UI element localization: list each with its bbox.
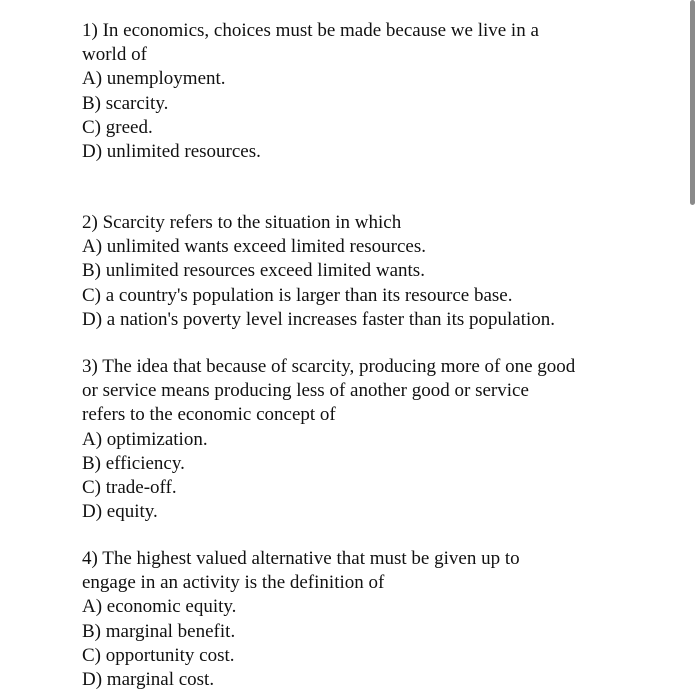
question-stem: or service means producing less of another good or service [82, 380, 529, 402]
answer-option: C) opportunity cost. [82, 644, 235, 666]
answer-option: B) scarcity. [82, 92, 169, 114]
question-2 [82, 211, 642, 332]
question-stem: 1) In economics, choices must be made because we live in a [82, 20, 539, 41]
answer-option: A) unemployment. [82, 68, 226, 90]
question-stem: 2) Scarcity refers to the situation in which [82, 212, 402, 233]
vertical-scrollbar[interactable] [690, 0, 695, 205]
question-3 [82, 355, 642, 524]
question-stem: 4) The highest valued alternative that must be given up to [82, 548, 520, 569]
question-1 [82, 19, 642, 164]
answer-option: D) a nation's poverty level increases faster than its population. [82, 308, 556, 330]
answer-option: C) greed. [82, 116, 153, 138]
answer-option: B) efficiency. [82, 452, 185, 474]
answer-option: A) unlimited wants exceed limited resources. [82, 236, 427, 258]
question-stem: 3) The idea that because of scarcity, producing more of one good [82, 356, 576, 377]
answer-option: C) a country's population is larger than its resource base. [82, 284, 513, 306]
answer-option: A) economic equity. [82, 596, 237, 618]
answer-option: A) optimization. [82, 428, 208, 450]
answer-option: B) marginal benefit. [82, 620, 236, 642]
answer-option: D) equity. [82, 501, 158, 523]
answer-option: B) unlimited resources exceed limited wants. [82, 260, 425, 282]
question-4 [82, 547, 642, 692]
answer-option: D) unlimited resources. [82, 141, 261, 163]
answer-option: C) trade-off. [82, 477, 177, 499]
answer-option: D) marginal cost. [82, 669, 215, 691]
question-stem: world of [82, 44, 147, 66]
question-stem: engage in an activity is the definition of [82, 572, 385, 594]
question-stem: refers to the economic concept of [82, 404, 336, 426]
